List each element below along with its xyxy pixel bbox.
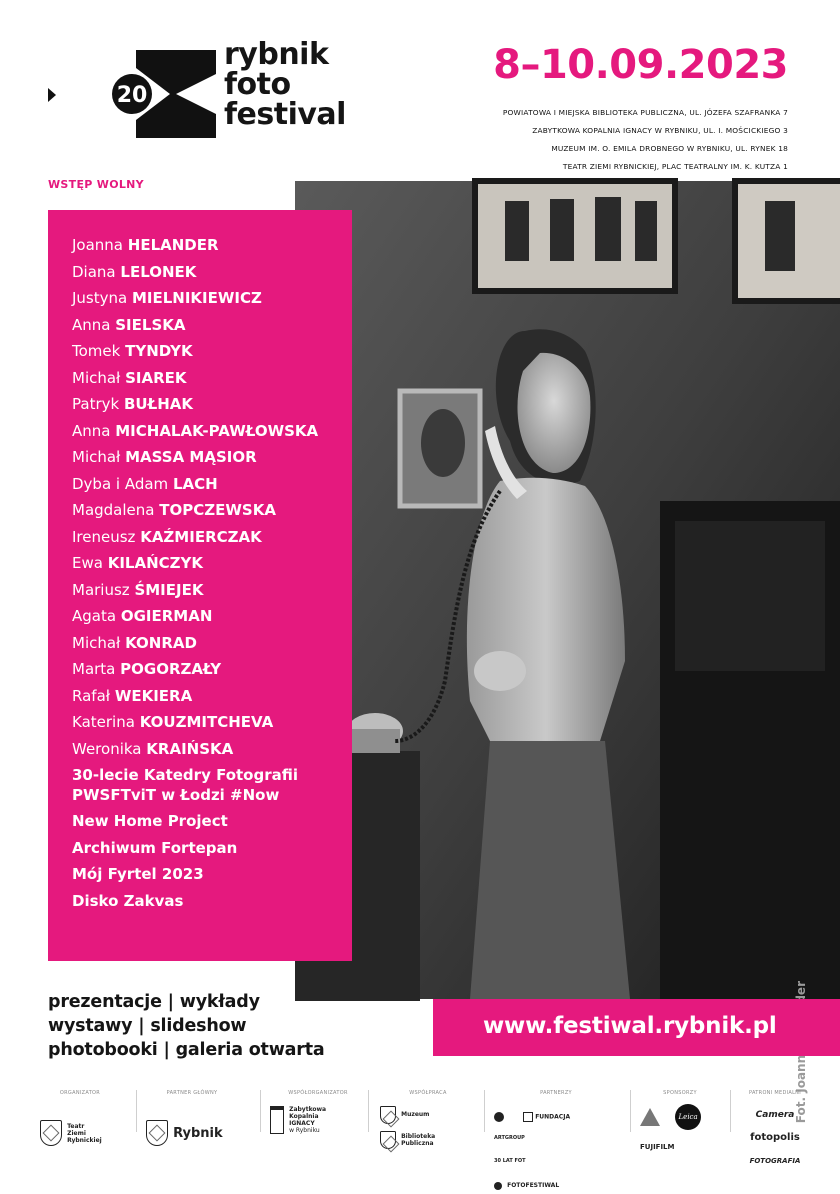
photo-woman-on-telephone <box>295 181 840 999</box>
festival-logo-mark <box>106 50 216 138</box>
artist-first-name: Katerina <box>72 713 135 731</box>
library-name-line: Biblioteka <box>401 1133 436 1140</box>
artist-last-name: KAŹMIERCZAK <box>140 527 262 546</box>
artist-last-name: WEKIERA <box>114 686 193 705</box>
footer-role: WSPÓŁPRACA <box>409 1090 447 1096</box>
venue-item: ZABYTKOWA KOPALNIA IGNACY W RYBNIKU, UL. I. MOŚCICKIEGO 3 <box>532 126 788 135</box>
artist-first-name: Magdalena <box>72 501 155 519</box>
footer-divider <box>484 1090 485 1132</box>
project-item: Disko Zakvas <box>72 891 184 910</box>
artist-last-name: OGIERMAN <box>120 607 213 625</box>
artist-item <box>72 656 352 683</box>
artgroup-icon <box>494 1112 504 1122</box>
media-name: Camera <box>755 1109 795 1120</box>
artist-item <box>72 524 352 551</box>
artist-item <box>72 709 352 736</box>
festival-dates: 8–10.09.2023 <box>493 42 788 88</box>
artist-item <box>72 312 352 339</box>
artist-last-name: TYNDYK <box>125 342 193 360</box>
project-item: New Home Project <box>72 812 228 830</box>
partner-name: FUNDACJA <box>535 1113 571 1120</box>
footer-cooperation <box>380 1090 476 1162</box>
website-link[interactable]: www.festiwal.rybnik.pl <box>483 1013 777 1039</box>
artist-item <box>72 444 352 471</box>
artist-first-name: Ewa <box>72 554 103 572</box>
artist-first-name: Joanna <box>72 236 123 254</box>
triangle-logo-icon <box>640 1108 660 1126</box>
feature-line: wystawy | slideshow <box>48 1016 247 1036</box>
artist-first-name: Patryk <box>72 395 120 413</box>
project-item: Archiwum Fortepan <box>72 838 238 857</box>
artist-item <box>72 259 352 286</box>
footer-role: PATRONI MEDIALNI <box>748 1090 801 1096</box>
leica-logo: Leica <box>675 1104 701 1130</box>
footer-divider <box>260 1090 261 1132</box>
footer-divider <box>730 1090 731 1132</box>
artist-item <box>72 630 352 657</box>
artist-last-name: KOUZMITCHEVA <box>139 713 274 731</box>
sponsor-footer <box>40 1090 810 1189</box>
artist-last-name: MICHALAK-PAWŁOWSKA <box>115 421 319 440</box>
artist-item <box>72 391 352 418</box>
artist-first-name: Rafał <box>72 686 111 705</box>
footer-role: PARTNER GŁÓWNY <box>166 1090 218 1096</box>
media-name: FOTOGRAFIA <box>749 1156 801 1165</box>
footer-media <box>740 1090 810 1165</box>
footer-main-partner <box>146 1090 238 1162</box>
artist-first-name: Agata <box>72 607 117 625</box>
artist-last-name: HELANDER <box>127 236 219 254</box>
footer-divider <box>136 1090 137 1132</box>
footer-partners <box>494 1090 618 1189</box>
venue-item: MUZEUM IM. O. EMILA DROBNEGO W RYBNIKU, UL. RYNEK 18 <box>551 144 788 153</box>
artist-first-name: Michał <box>72 633 121 652</box>
mine-tower-icon <box>270 1106 284 1134</box>
artist-first-name: Anna <box>72 421 111 440</box>
artist-first-name: Marta <box>72 660 116 678</box>
artist-item <box>72 683 352 710</box>
artist-first-name: Michał <box>72 448 121 466</box>
festival-name <box>224 37 346 132</box>
project-line: 30-lecie Katedry Fotografii <box>72 766 299 784</box>
artist-item <box>72 232 352 259</box>
footer-sponsors <box>640 1090 720 1162</box>
artist-last-name: ŚMIEJEK <box>134 580 204 599</box>
artist-first-name: Tomek <box>72 342 121 360</box>
coorganizer-name-line: w Rybniku <box>289 1127 320 1134</box>
project-item: Mój Fyrtel 2023 <box>72 865 204 883</box>
organizer-name-line: Ziemi <box>67 1129 86 1137</box>
partner-name: ARTGROUP <box>494 1134 525 1141</box>
artist-first-name: Michał <box>72 368 121 387</box>
artist-last-name: BUŁHAK <box>123 395 193 413</box>
feature-line: prezentacje | wykłady <box>48 992 260 1012</box>
artist-last-name: MASSA MĄSIOR <box>125 448 257 466</box>
artist-last-name: MIELNIKIEWICZ <box>131 289 262 307</box>
feature-line: photobooki | galeria otwarta <box>48 1040 325 1060</box>
artist-first-name: Anna <box>72 315 111 334</box>
crest-icon <box>146 1120 168 1146</box>
artist-last-name: TOPCZEWSKA <box>159 501 276 519</box>
features-list <box>48 990 325 1062</box>
footer-divider <box>630 1090 631 1132</box>
partner-name: 30 LAT FOT <box>494 1157 526 1164</box>
artist-first-name: Diana <box>72 262 116 281</box>
organizer-name-line: Teatr <box>67 1122 85 1130</box>
artist-item <box>72 418 352 445</box>
footer-role: SPONSORZY <box>663 1090 697 1096</box>
sponsor-name: FUJIFILM <box>640 1142 675 1151</box>
footer-role: ORGANIZATOR <box>59 1090 101 1096</box>
project-line: PWSFTviT w Łodzi #Now <box>72 785 280 804</box>
artist-item <box>72 497 352 524</box>
festival-name-line: rybnik <box>224 37 329 72</box>
coorganizer-name-line: IGNACY <box>289 1120 315 1127</box>
artist-item <box>72 603 352 630</box>
free-entry-label: WSTĘP WOLNY <box>48 178 144 191</box>
artist-last-name: SIELSKA <box>115 315 186 334</box>
artist-last-name: KONRAD <box>125 633 197 652</box>
artist-first-name: Dyba i Adam <box>72 474 169 493</box>
artist-item <box>72 736 352 763</box>
fotofestiwal-icon <box>494 1182 502 1190</box>
artist-last-name: LACH <box>172 474 218 493</box>
venue-list <box>503 104 788 176</box>
footer-role: WSPÓŁORGANIZATOR <box>288 1090 348 1096</box>
artist-item <box>72 471 352 498</box>
play-arrow-icon <box>48 88 56 102</box>
artist-last-name: KRAIŃSKA <box>146 739 234 758</box>
artist-last-name: KILAŃCZYK <box>107 554 204 572</box>
crest-icon <box>40 1120 62 1146</box>
artist-first-name: Mariusz <box>72 580 130 599</box>
organizer-name-line: Rybnickiej <box>67 1136 102 1144</box>
artist-item <box>72 577 352 604</box>
media-name: fotopolis <box>750 1132 800 1143</box>
artist-last-name: SIAREK <box>125 368 187 387</box>
website-box <box>433 999 840 1056</box>
project-katedra <box>72 762 352 808</box>
artist-first-name: Weronika <box>72 739 142 758</box>
artist-list <box>72 232 352 762</box>
poster-photo <box>295 181 840 999</box>
artist-item <box>72 365 352 392</box>
venue-item: TEATR ZIEMI RYBNICKIEJ, PLAC TEATRALNY IM. K. KUTZA 1 <box>562 162 788 171</box>
logo-number: 20 <box>116 83 148 108</box>
artist-list-panel <box>48 210 352 961</box>
footer-coorganizer <box>270 1090 366 1162</box>
museum-name: Muzeum <box>401 1111 430 1118</box>
artist-item <box>72 550 352 577</box>
artist-item <box>72 338 352 365</box>
venue-item: POWIATOWA I MIEJSKA BIBLIOTEKA PUBLICZNA, UL. JÓZEFA SZAFRANKA 7 <box>502 108 788 117</box>
artist-first-name: Ireneusz <box>72 527 136 546</box>
artist-last-name: LELONEK <box>120 262 197 281</box>
coorganizer-name-line: Zabytkowa <box>289 1106 327 1113</box>
fundacja-icon <box>523 1112 533 1122</box>
coorganizer-name-line: Kopalnia <box>289 1113 319 1120</box>
crest-icon <box>380 1106 396 1124</box>
footer-divider <box>368 1090 369 1132</box>
footer-organizer <box>40 1090 120 1162</box>
festival-name-line: festival <box>224 97 346 132</box>
library-name-line: Publiczna <box>401 1140 434 1147</box>
festival-name-line: foto <box>224 67 291 102</box>
footer-role: PARTNERZY <box>540 1090 572 1096</box>
partner-name: FOTOFESTIWAL <box>507 1182 560 1189</box>
artist-last-name: POGORZAŁY <box>120 660 222 678</box>
artist-first-name: Justyna <box>72 289 128 307</box>
crest-icon <box>380 1131 396 1149</box>
main-partner-name: Rybnik <box>173 1125 223 1141</box>
artist-item <box>72 285 352 312</box>
